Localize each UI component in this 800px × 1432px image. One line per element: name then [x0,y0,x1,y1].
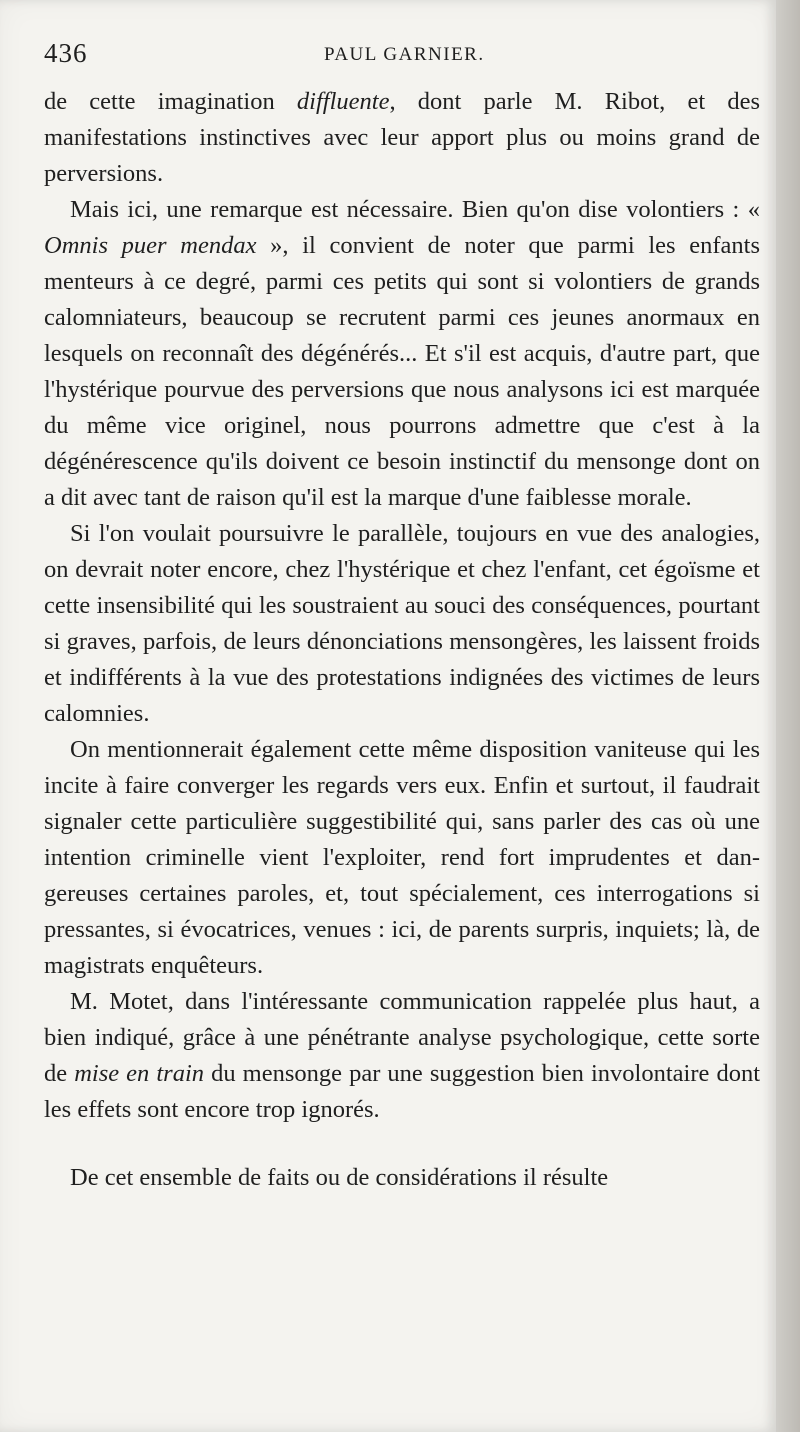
paragraph-1-text-c: , dont parle M. Ribot, et des manifestations instinctives avec leur apport plus ou moins grand de perversions. [44,88,760,187]
paragraph-2-text-a: Mais ici, une remarque est nécessaire. Bien qu'on dise volontiers : « [70,196,760,223]
paragraph-2-text-c: », il convient de noter que parmi les enfants menteurs à ce degré, parmi ces petits qui sont si volontiers de grands calomniateurs, beaucoup se recrutent parmi ces jeunes anormaux en lesquels on reconnaît des dégénérés... Et s'il est acquis, d'autre part, que l'hystérique pourvue des perversions que nous analysons ici est marquée du même vice originel, nous pourrons admettre que c'est à la dégénérescence qu'ils doivent ce besoin instinctif du mensonge dont on a dit avec tant de raison qu'il est la marque d'une faiblesse morale. [44,232,760,511]
paragraph-1 [44,84,760,192]
paragraph-5 [44,984,760,1128]
paragraph-1-italic: diffluente [296,88,390,115]
page-edge [776,0,800,1432]
paragraph-6: De cet ensemble de faits ou de considérations il résulte [70,1164,609,1191]
paragraph-5-text-a: M. Motet, dans l'intéressante communication rappelée plus haut, a bien indiqué, grâce à une pénétrante analyse psychologique, cette sorte de [44,988,760,1087]
running-title: PAUL GARNIER. [324,44,485,65]
paragraph-2 [44,192,760,516]
paragraph-5-text-c: du mensonge par une suggestion bien involontaire dont les effets sont encore trop ignorés. [44,1060,761,1123]
paragraph-2-italic: Omnis puer mendax [44,232,257,259]
body-text [44,84,760,1196]
running-header [44,38,764,78]
page-number: 436 [44,38,88,68]
paragraph-1-text-a: de cette imagination [44,88,297,115]
paragraph-5-italic: mise en train [74,1060,205,1087]
paragraph-4: On mentionnerait également cette même disposition vaniteuse qui les incite à faire converger les regards vers eux. Enfin et surtout, il faudrait signaler cette particulière suggestibilité qui, sans parler des cas où une intention criminelle vient l'exploiter, rend fort imprudentes et dangereuses certaines paroles, et, tout spécialement, ces interrogations si pressantes, si évocatrices, venues : ici, de parents surpris, inquiets; là, de magistrats enquêteurs. [44,736,760,979]
paragraph-3: Si l'on voulait poursuivre le parallèle, toujours en vue des analogies, on devrait noter encore, chez l'hystérique et chez l'enfant, cet égoïsme et cette insensibilité qui les soustraient au souci des conséquences, pourtant si graves, parfois, de leurs dénonciations mensongères, les laissent froids et indifférents à la vue des protestations indignées des victimes de leurs calomnies. [44,520,760,727]
